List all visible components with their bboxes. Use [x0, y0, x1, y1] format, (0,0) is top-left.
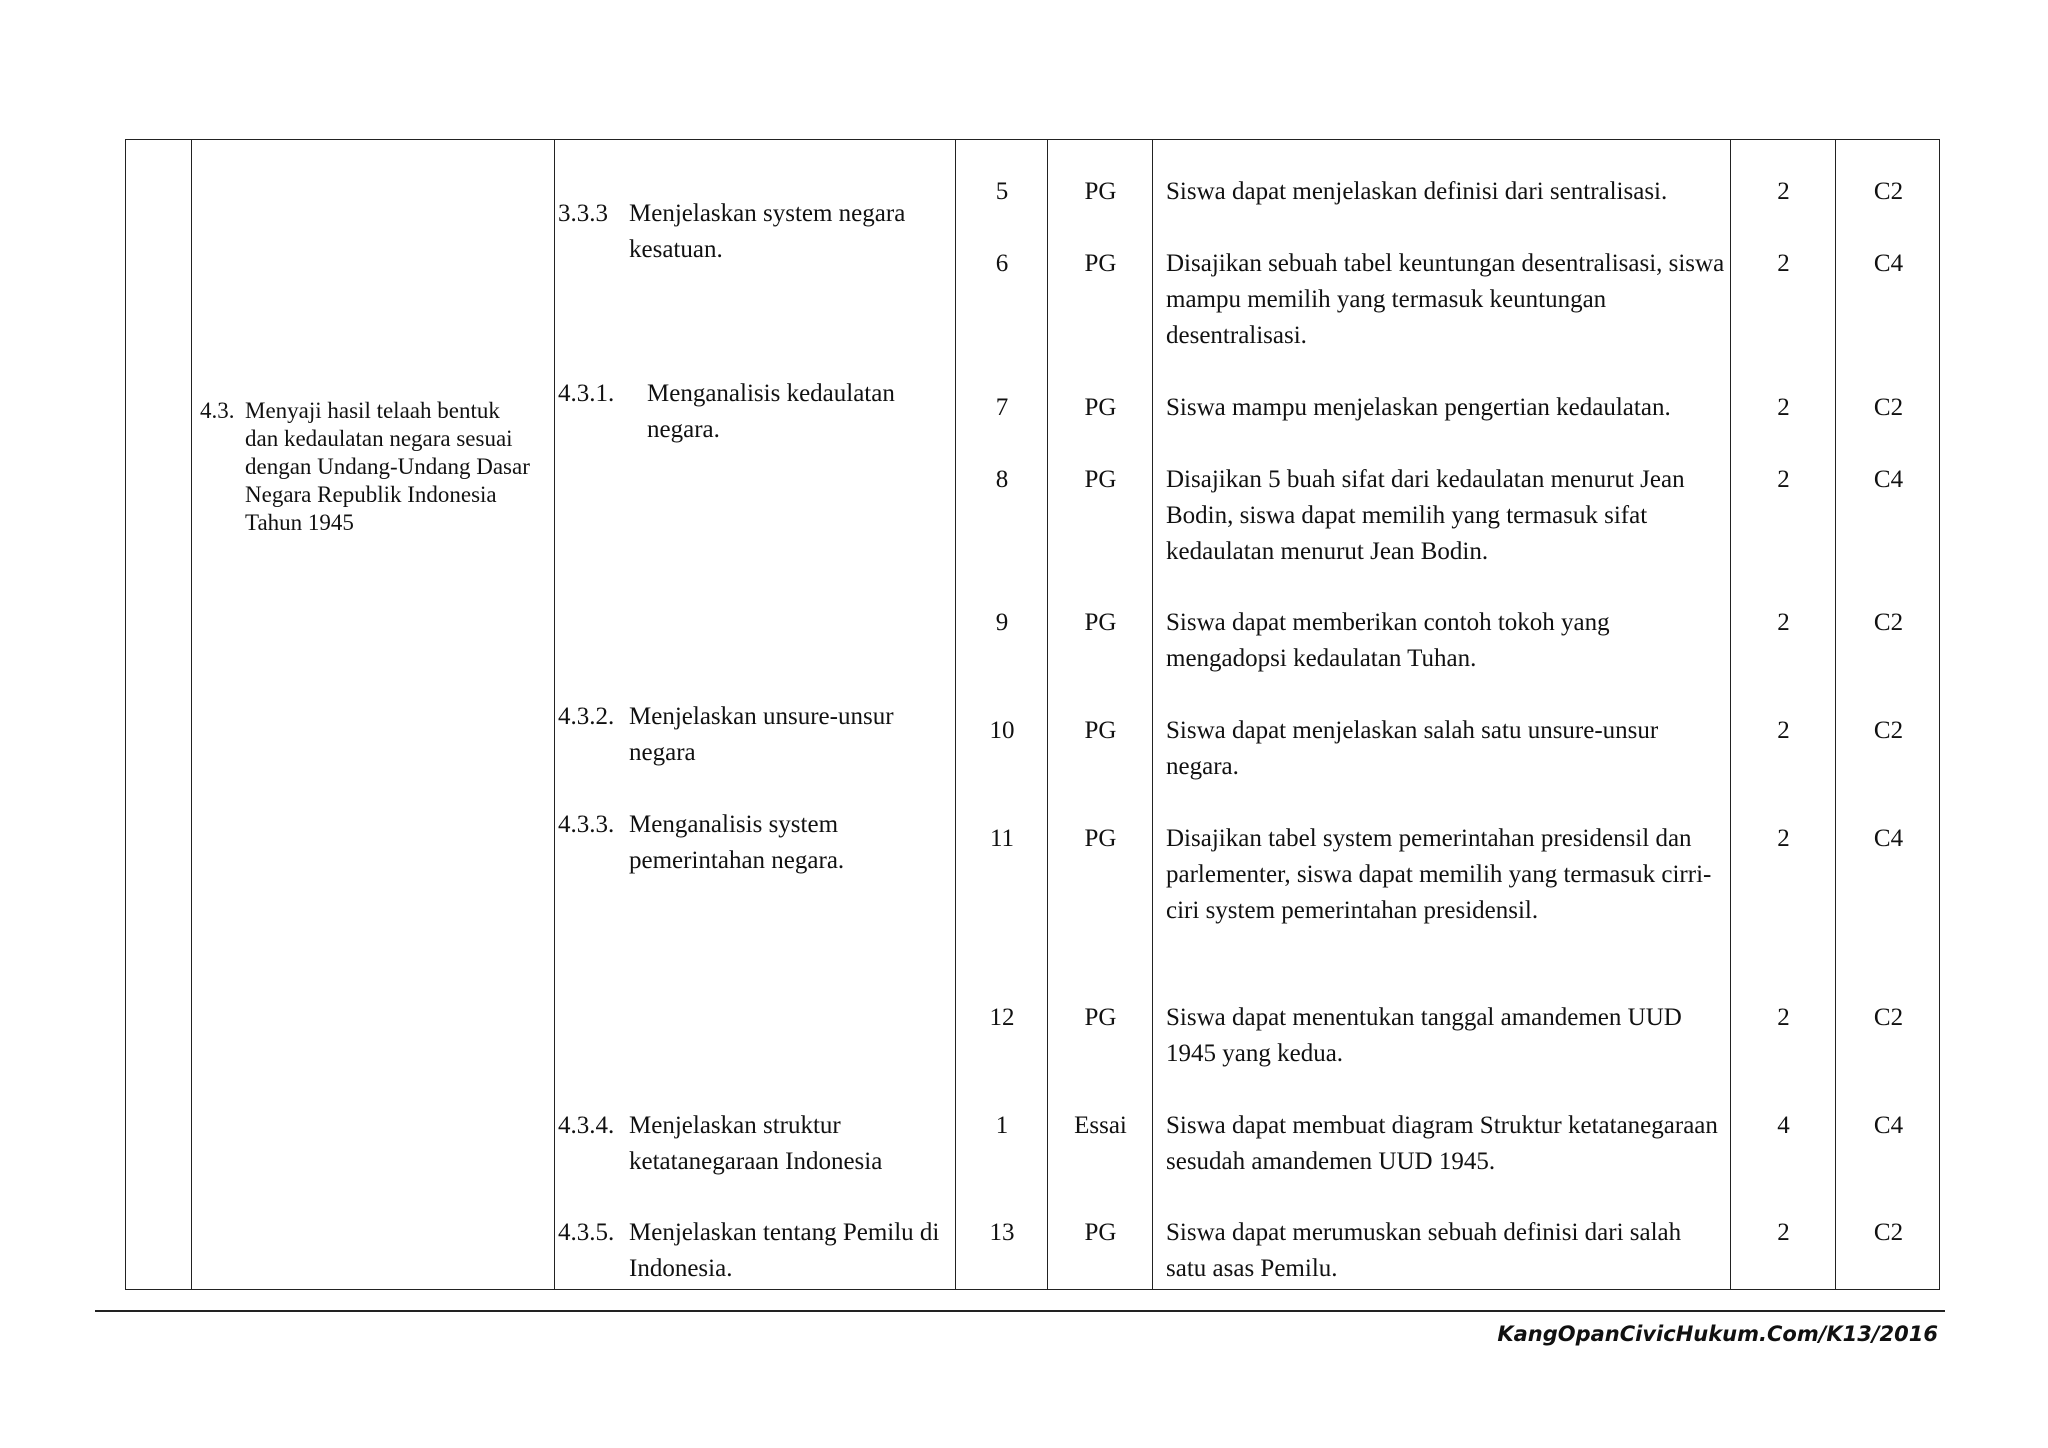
- item-score: 2: [1777, 250, 1790, 277]
- footer-divider: [95, 1310, 1945, 1312]
- item-score: 2: [1777, 1004, 1790, 1031]
- competency-number: 4.3.: [200, 398, 235, 423]
- item-cognitive-level: C4: [1873, 825, 1904, 852]
- item-score: 2: [1777, 178, 1790, 205]
- item-cognitive-level: C2: [1873, 609, 1904, 636]
- item-number: 11: [989, 825, 1015, 852]
- item-type: PG: [1084, 1004, 1117, 1031]
- item-type: PG: [1084, 394, 1117, 421]
- item-cognitive-level: C4: [1873, 250, 1904, 277]
- item-description: Siswa mampu menjelaskan pengertian kedaulatan.: [1166, 394, 1671, 421]
- item-number: 8: [995, 466, 1009, 493]
- item-description: Siswa dapat menjelaskan salah satu unsure-unsur negara.: [1166, 717, 1659, 780]
- competency-text: Menyaji hasil telaah bentuk dan kedaulatan negara sesuai dengan Undang-Undang Dasar Negara Republik Indonesia Tahun 1945: [245, 398, 530, 535]
- item-type: PG: [1084, 825, 1117, 852]
- item-description: Disajikan 5 buah sifat dari kedaulatan menurut Jean Bodin, siswa dapat memilih yang termasuk sifat kedaulatan menurut Jean Bodin.: [1166, 466, 1685, 565]
- indicator-number: 4.3.3.: [558, 811, 615, 838]
- indicator-text: Menganalisis kedaulatan negara.: [647, 380, 895, 443]
- indicator-number: 4.3.4.: [558, 1112, 615, 1139]
- indicator-number: 4.3.1.: [558, 380, 615, 407]
- footer-source: KangOpanCivicHukum.Com/K13/2016: [1497, 1322, 1938, 1346]
- item-score: 2: [1777, 609, 1790, 636]
- item-cognitive-level: C2: [1873, 717, 1904, 744]
- item-number: 12: [989, 1004, 1015, 1031]
- indicator-text: Menjelaskan unsure-unsur negara: [629, 703, 894, 766]
- column-divider: [1047, 139, 1048, 1290]
- item-score: 2: [1777, 466, 1790, 493]
- item-description: Disajikan tabel system pemerintahan presidensil dan parlementer, siswa dapat memilih yang termasuk cirri-ciri system pemerintahan presidensil.: [1166, 825, 1712, 924]
- item-number: 5: [995, 178, 1009, 205]
- item-cognitive-level: C2: [1873, 394, 1904, 421]
- item-score: 4: [1777, 1112, 1790, 1139]
- item-number: 9: [995, 609, 1009, 636]
- item-type: PG: [1084, 1219, 1117, 1246]
- column-divider: [1835, 139, 1836, 1290]
- indicator-number: 4.3.2.: [558, 703, 615, 730]
- column-divider: [1152, 139, 1153, 1290]
- item-cognitive-level: C4: [1873, 1112, 1904, 1139]
- column-divider: [955, 139, 956, 1290]
- item-cognitive-level: C2: [1873, 1219, 1904, 1246]
- item-type: PG: [1084, 466, 1117, 493]
- item-type: PG: [1084, 250, 1117, 277]
- item-cognitive-level: C2: [1873, 1004, 1904, 1031]
- item-score: 2: [1777, 717, 1790, 744]
- indicator-text: Menjelaskan tentang Pemilu di Indonesia.: [629, 1219, 940, 1282]
- item-description: Siswa dapat memberikan contoh tokoh yang mengadopsi kedaulatan Tuhan.: [1166, 609, 1610, 672]
- item-type: Essai: [1074, 1112, 1127, 1139]
- item-type: PG: [1084, 178, 1117, 205]
- item-type: PG: [1084, 609, 1117, 636]
- item-number: 7: [995, 394, 1009, 421]
- item-description: Siswa dapat menjelaskan definisi dari sentralisasi.: [1166, 178, 1668, 205]
- item-description: Disajikan sebuah tabel keuntungan desentralisasi, siswa mampu memilih yang termasuk keuntungan desentralisasi.: [1166, 250, 1725, 349]
- item-cognitive-level: C2: [1873, 178, 1904, 205]
- indicator-number: 3.3.3: [558, 200, 608, 227]
- indicator-text: Menjelaskan struktur ketatanegaraan Indonesia: [629, 1112, 883, 1175]
- item-cognitive-level: C4: [1873, 466, 1904, 493]
- item-score: 2: [1777, 825, 1790, 852]
- item-score: 2: [1777, 394, 1790, 421]
- item-number: 1: [995, 1112, 1009, 1139]
- item-number: 6: [995, 250, 1009, 277]
- indicator-text: Menganalisis system pemerintahan negara.: [629, 811, 845, 874]
- column-divider: [1730, 139, 1731, 1290]
- item-description: Siswa dapat membuat diagram Struktur ketatanegaraan sesudah amandemen UUD 1945.: [1166, 1112, 1718, 1175]
- item-type: PG: [1084, 717, 1117, 744]
- column-divider: [191, 139, 192, 1290]
- item-description: Siswa dapat merumuskan sebuah definisi dari salah satu asas Pemilu.: [1166, 1219, 1682, 1282]
- item-description: Siswa dapat menentukan tanggal amandemen UUD 1945 yang kedua.: [1166, 1004, 1682, 1067]
- item-score: 2: [1777, 1219, 1790, 1246]
- item-number: 13: [989, 1219, 1015, 1246]
- column-divider: [554, 139, 555, 1290]
- indicator-text: Menjelaskan system negara kesatuan.: [629, 200, 906, 263]
- indicator-number: 4.3.5.: [558, 1219, 615, 1246]
- item-number: 10: [989, 717, 1015, 744]
